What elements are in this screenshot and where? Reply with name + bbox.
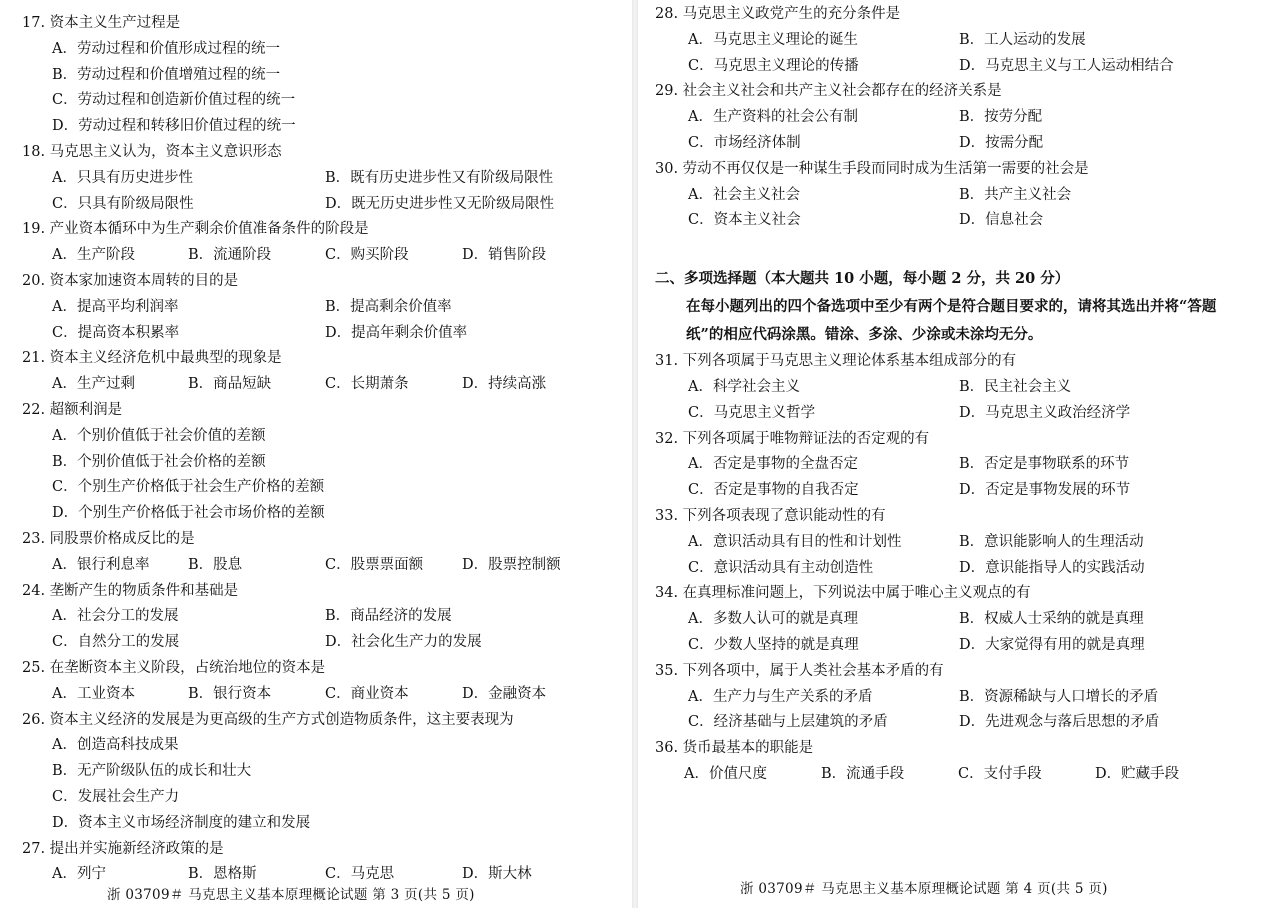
answer-option: A．马克思主义理论的诞生	[688, 31, 858, 48]
answer-option: B．意识能影响人的生理活动	[959, 533, 1144, 550]
answer-option: A．提高平均利润率	[52, 298, 179, 315]
answer-option: C．市场经济体制	[688, 134, 801, 151]
option-list	[0, 295, 632, 347]
answer-option: B．流通阶段	[188, 247, 272, 264]
option-list	[638, 28, 1264, 80]
answer-option: D．否定是事物发展的环节	[959, 482, 1131, 499]
question	[0, 656, 632, 708]
option-list	[638, 452, 1264, 504]
answer-option: C．商业资本	[325, 685, 409, 702]
question	[0, 527, 632, 579]
answer-option: C．提高资本积累率	[52, 324, 180, 341]
answer-option: C．劳动过程和创造新价值过程的统一	[52, 92, 296, 109]
answer-option: B．无产阶级队伍的成长和壮大	[52, 763, 252, 780]
answer-option: A．生产力与生产关系的矛盾	[688, 688, 873, 705]
question-stem: 25. 在垄断资本主义阶段，占统治地位的资本是	[22, 659, 326, 676]
answer-option: A．劳动过程和价值形成过程的统一	[52, 40, 280, 57]
answer-option: D．个别生产价格低于社会市场价格的差额	[52, 505, 325, 522]
answer-option: B．劳动过程和价值增殖过程的统一	[52, 66, 281, 83]
question	[638, 2, 1264, 79]
question	[0, 398, 632, 527]
question-list	[0, 11, 632, 888]
answer-option: C．马克思主义理论的传播	[688, 57, 859, 74]
question-stem: 21. 资本主义经济危机中最典型的现象是	[22, 350, 282, 367]
question-list	[638, 2, 1264, 788]
answer-option: C．自然分工的发展	[52, 634, 180, 651]
question	[638, 581, 1264, 658]
answer-option: B．商品短缺	[188, 376, 272, 393]
answer-option: C．股票票面额	[325, 556, 424, 573]
exam-page-4	[638, 0, 1264, 908]
question-stem: 20. 资本家加速资本周转的目的是	[22, 272, 239, 289]
option-list	[638, 762, 1264, 788]
question-stem: 30. 劳动不再仅仅是一种谋生手段而同时成为生活第一需要的社会是	[655, 160, 1089, 177]
question	[0, 11, 632, 140]
option-list	[0, 682, 632, 708]
option-list	[0, 604, 632, 656]
answer-option: A．生产阶段	[52, 247, 135, 264]
answer-option: D．按需分配	[959, 134, 1044, 151]
answer-option: B．资源稀缺与人口增长的矛盾	[959, 688, 1159, 705]
answer-option: D．持续高涨	[462, 376, 547, 393]
question	[0, 217, 632, 269]
answer-option: D．金融资本	[462, 685, 547, 702]
answer-option: A．社会主义社会	[688, 186, 800, 203]
answer-option: C．长期萧条	[325, 376, 409, 393]
question	[0, 837, 632, 889]
question	[638, 427, 1264, 504]
answer-option: A．只具有历史进步性	[52, 169, 193, 186]
answer-option: A．个别价值低于社会价值的差额	[52, 427, 266, 444]
question-stem: 19. 产业资本循环中为生产剩余价值准备条件的阶段是	[22, 221, 369, 238]
option-list	[0, 166, 632, 218]
answer-option: D．资本主义市场经济制度的建立和发展	[52, 814, 311, 831]
answer-option: B．权威人士采纳的就是真理	[959, 611, 1144, 628]
answer-option: D．股票控制额	[462, 556, 561, 573]
answer-option: C．经济基础与上层建筑的矛盾	[688, 714, 888, 731]
question-stem: 26. 资本主义经济的发展是为更高级的生产方式创造物质条件，这主要表现为	[22, 711, 514, 728]
answer-option: A．工业资本	[52, 685, 135, 702]
option-list	[0, 553, 632, 579]
answer-option: C．只具有阶级局限性	[52, 195, 194, 212]
answer-option: A．多数人认可的就是真理	[688, 611, 858, 628]
answer-option: C．少数人坚持的就是真理	[688, 636, 859, 653]
question-stem: 24. 垄断产生的物质条件和基础是	[22, 582, 239, 599]
answer-option: C．购买阶段	[325, 247, 409, 264]
question-stem: 35. 下列各项中，属于人类社会基本矛盾的有	[655, 662, 944, 679]
section-spacer	[638, 234, 1264, 265]
answer-option: B．商品经济的发展	[325, 608, 452, 625]
answer-option: C．个别生产价格低于社会生产价格的差额	[52, 479, 325, 496]
answer-option: C．马克思	[325, 866, 395, 883]
option-list	[0, 37, 632, 140]
question	[0, 269, 632, 346]
answer-option: B．流通手段	[821, 765, 905, 782]
answer-option: D．劳动过程和转移旧价值过程的统一	[52, 118, 296, 135]
answer-option: D．意识能指导人的实践活动	[959, 559, 1145, 576]
answer-option: D．贮藏手段	[1095, 765, 1180, 782]
question	[0, 140, 632, 217]
option-list	[638, 183, 1264, 235]
question-stem: 28. 马克思主义政党产生的充分条件是	[655, 6, 901, 22]
answer-option: B．共产主义社会	[959, 186, 1072, 203]
answer-option: C．发展社会生产力	[52, 788, 180, 805]
answer-option: B．提高剩余价值率	[325, 298, 452, 315]
answer-option: A．科学社会主义	[688, 378, 800, 395]
question-stem: 36. 货币最基本的职能是	[655, 740, 814, 757]
question	[638, 79, 1264, 156]
option-list	[638, 105, 1264, 157]
question-stem: 22. 超额利润是	[22, 401, 123, 418]
question-stem: 32. 下列各项属于唯物辩证法的否定观的有	[655, 430, 930, 447]
question	[638, 736, 1264, 788]
answer-option: D．既无历史进步性又无阶级局限性	[325, 195, 555, 212]
option-list	[0, 733, 632, 836]
section-heading: 二、多项选择题（本大题共 10 小题，每小题 2 分，共 20 分）	[655, 270, 1070, 288]
page-footer: 浙 03709＃ 马克思主义基本原理概论试题 第 3 页(共 5 页)	[107, 887, 475, 903]
option-list	[638, 530, 1264, 582]
answer-option: C．支付手段	[958, 765, 1042, 782]
answer-option: A．价值尺度	[684, 765, 767, 782]
answer-option: A．生产过剩	[52, 376, 135, 393]
answer-option: B．恩格斯	[188, 866, 257, 883]
answer-option: B．按劳分配	[959, 109, 1043, 126]
page-footer: 浙 03709＃ 马克思主义基本原理概论试题 第 4 页(共 5 页)	[740, 881, 1108, 897]
option-list	[638, 685, 1264, 737]
answer-option: A．创造高科技成果	[52, 737, 179, 754]
answer-option: B．银行资本	[188, 685, 272, 702]
answer-option: D．大家觉得有用的就是真理	[959, 636, 1145, 653]
answer-option: A．银行利息率	[52, 556, 150, 573]
answer-option: A．意识活动具有目的性和计划性	[688, 533, 902, 550]
answer-option: C．资本主义社会	[688, 212, 801, 229]
section-instructions: 在每小题列出的四个备选项中至少有两个是符合题目要求的，请将其选出并将“答题纸”的相应代码涂黑。错涂、多涂、少涂或未涂均无分。	[686, 298, 1217, 344]
answer-option: A．生产资料的社会公有制	[688, 109, 858, 126]
question-stem: 17. 资本主义生产过程是	[22, 15, 181, 31]
option-list	[0, 424, 632, 527]
answer-option: B．工人运动的发展	[959, 31, 1086, 48]
answer-option: B．否定是事物联系的环节	[959, 456, 1130, 473]
answer-option: D．信息社会	[959, 212, 1044, 229]
question	[0, 708, 632, 837]
answer-option: C．意识活动具有主动创造性	[688, 559, 874, 576]
answer-option: D．社会化生产力的发展	[325, 634, 482, 651]
answer-option: D．马克思主义与工人运动相结合	[959, 57, 1174, 74]
question-stem: 29. 社会主义社会和共产主义社会都存在的经济关系是	[655, 83, 1002, 100]
question	[638, 157, 1264, 234]
answer-option: B．既有历史进步性又有阶级局限性	[325, 169, 554, 186]
question-stem: 18. 马克思主义认为，资本主义意识形态	[22, 143, 282, 160]
answer-option: D．马克思主义政治经济学	[959, 404, 1131, 421]
question	[638, 659, 1264, 736]
answer-option: D．销售阶段	[462, 247, 547, 264]
answer-option: B．个别价值低于社会价格的差额	[52, 453, 266, 470]
question-stem: 23. 同股票价格成反比的是	[22, 530, 195, 547]
answer-option: D．提高年剩余价值率	[325, 324, 468, 341]
question-stem: 34. 在真理标准问题上，下列说法中属于唯心主义观点的有	[655, 585, 1031, 602]
answer-option: D．斯大林	[462, 866, 532, 883]
option-list	[0, 243, 632, 269]
question-stem: 31. 下列各项属于马克思主义理论体系基本组成部分的有	[655, 353, 1017, 370]
answer-option: B．股息	[188, 556, 243, 573]
answer-option: A．否定是事物的全盘否定	[688, 456, 858, 473]
option-list	[0, 372, 632, 398]
answer-option: A．社会分工的发展	[52, 608, 179, 625]
question	[0, 579, 632, 656]
option-list	[638, 375, 1264, 427]
answer-option: C．否定是事物的自我否定	[688, 482, 859, 499]
answer-option: D．先进观念与落后思想的矛盾	[959, 714, 1160, 731]
option-list	[638, 607, 1264, 659]
question-stem: 33. 下列各项表现了意识能动性的有	[655, 507, 886, 524]
answer-option: B．民主社会主义	[959, 378, 1072, 395]
question	[638, 504, 1264, 581]
answer-option: A．列宁	[52, 866, 106, 883]
question-stem: 27. 提出并实施新经济政策的是	[22, 840, 224, 857]
answer-option: C．马克思主义哲学	[688, 404, 816, 421]
question	[638, 349, 1264, 426]
question	[0, 346, 632, 398]
